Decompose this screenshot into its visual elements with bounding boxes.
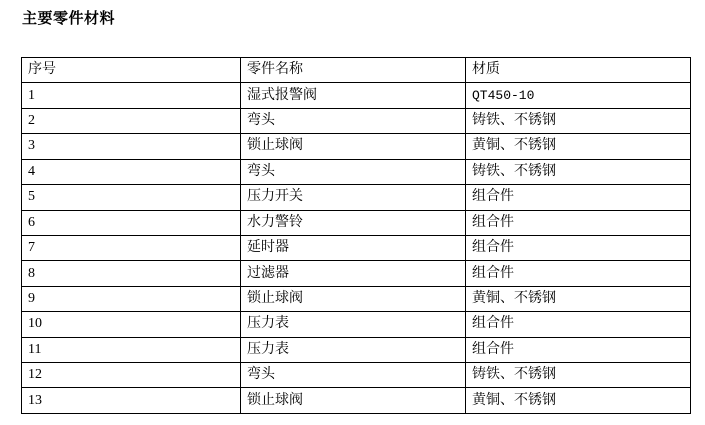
cell-index: 10: [22, 312, 241, 337]
cell-material: 黄铜、不锈钢: [466, 134, 691, 159]
table-row: [22, 388, 691, 413]
cell-material: QT450-10: [466, 83, 691, 108]
cell-material: 组合件: [466, 312, 691, 337]
table-row: [22, 235, 691, 260]
cell-partname: 延时器: [241, 235, 466, 260]
cell-partname: 锁止球阀: [241, 134, 466, 159]
parts-materials-table: [21, 57, 691, 414]
cell-index: 13: [22, 388, 241, 413]
cell-material: 铸铁、不锈钢: [466, 159, 691, 184]
table-row: [22, 261, 691, 286]
cell-index: 6: [22, 210, 241, 235]
table-row: [22, 108, 691, 133]
table-row: [22, 286, 691, 311]
cell-partname: 弯头: [241, 159, 466, 184]
cell-partname: 锁止球阀: [241, 286, 466, 311]
table-row: [22, 312, 691, 337]
header-cell-material: 材质: [466, 58, 691, 83]
cell-material: 黄铜、不锈钢: [466, 286, 691, 311]
cell-index: 7: [22, 235, 241, 260]
cell-index: 8: [22, 261, 241, 286]
table-row: [22, 159, 691, 184]
cell-material: 组合件: [466, 210, 691, 235]
cell-material: 组合件: [466, 185, 691, 210]
cell-material: 铸铁、不锈钢: [466, 363, 691, 388]
table-header-row: [22, 58, 691, 83]
cell-index: 4: [22, 159, 241, 184]
page-title: 主要零件材料: [22, 10, 116, 27]
cell-partname: 弯头: [241, 363, 466, 388]
cell-index: 2: [22, 108, 241, 133]
header-cell-partname: 零件名称: [241, 58, 466, 83]
cell-partname: 水力警铃: [241, 210, 466, 235]
table-row: [22, 134, 691, 159]
cell-index: 9: [22, 286, 241, 311]
header-cell-index: 序号: [22, 58, 241, 83]
cell-index: 12: [22, 363, 241, 388]
table-row: [22, 210, 691, 235]
cell-material: 组合件: [466, 337, 691, 362]
cell-index: 3: [22, 134, 241, 159]
cell-index: 5: [22, 185, 241, 210]
cell-partname: 锁止球阀: [241, 388, 466, 413]
table-row: [22, 363, 691, 388]
table-row: [22, 83, 691, 108]
table-row: [22, 185, 691, 210]
cell-partname: 压力表: [241, 337, 466, 362]
cell-partname: 湿式报警阀: [241, 83, 466, 108]
cell-partname: 过滤器: [241, 261, 466, 286]
table-body: [22, 58, 691, 414]
cell-material: 黄铜、不锈钢: [466, 388, 691, 413]
cell-index: 1: [22, 83, 241, 108]
cell-partname: 压力表: [241, 312, 466, 337]
cell-index: 11: [22, 337, 241, 362]
cell-material: 组合件: [466, 261, 691, 286]
cell-partname: 压力开关: [241, 185, 466, 210]
table-row: [22, 337, 691, 362]
cell-material: 铸铁、不锈钢: [466, 108, 691, 133]
cell-material: 组合件: [466, 235, 691, 260]
cell-partname: 弯头: [241, 108, 466, 133]
